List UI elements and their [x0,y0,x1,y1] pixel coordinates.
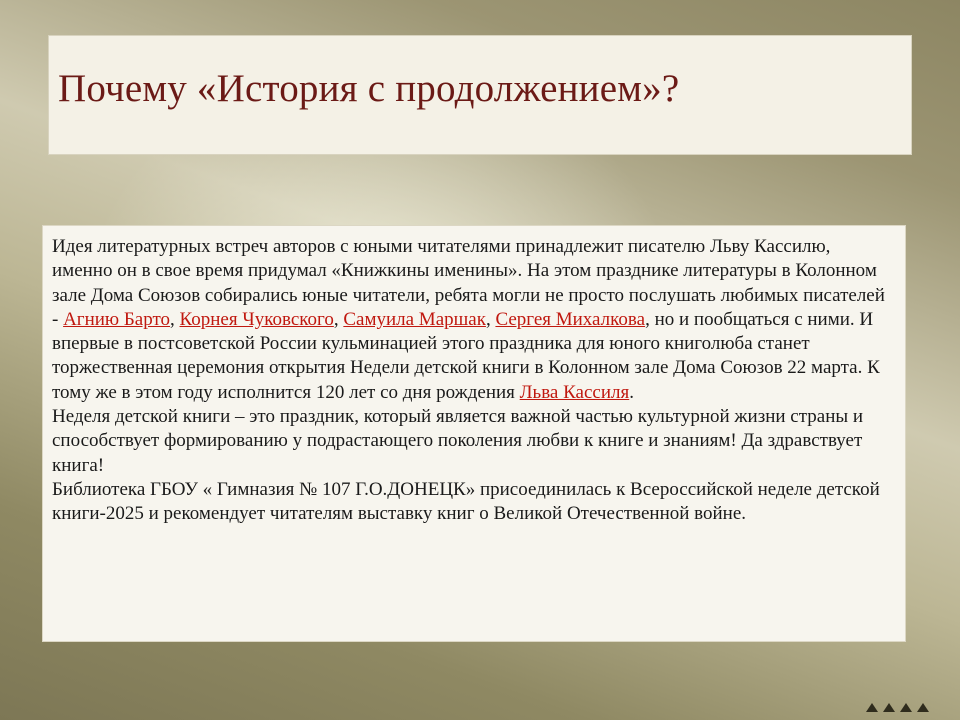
paragraph-library: Библиотека ГБОУ « Гимназия № 107 Г.О.ДОНЕЦК» присоединилась к Всероссийской неделе детской книги-2025 и рекомендует читателям выставку книг о Великой Отечественной войне. [52,478,880,525]
nav-triangle-icon[interactable] [866,703,878,712]
link-sergey-mikhalkov[interactable]: Сергея Михалкова [495,308,646,330]
link-samuil-marshak[interactable]: Самуила Маршак [343,308,486,330]
intro-sep-1: , [170,308,180,330]
paragraph-week: Неделя детской книги – это праздник, который является важной частью культурной жизни страны и способствует формированию у подрастающего поколения любви к книге и знаниям! Да здравствует книга! [52,406,864,476]
intro-text-2: , но и пообщаться с ними. И впервые в постсоветской России кульминацией этого праздника для юного книголюба станет торжественная церемония открытия Недели детской книги в Колонном зале Дома Союзов 22 марта. К тому же в этом году исполнится 120 лет со дня рождения [52,308,880,403]
intro-text-1: Идея литературных встреч авторов с юными читателями принадлежит писателю Льву Кассилю, именно он в свое время придумал «Книжкины именины». На этом празднике литературы в Колонном зале Дома Союзов собирались юные читатели, ребята могли не просто послушать любимых писателей - [52,236,885,330]
intro-sep-2: , [333,308,344,330]
link-agniya-barto[interactable]: Агнию Барто [63,308,171,330]
slide-title: Почему «История с продолжением»? [58,67,680,110]
content-panel [42,225,906,642]
nav-triangle-icon[interactable] [917,703,929,712]
paragraph-intro [52,235,893,405]
nav-triangle-icon[interactable] [900,703,912,712]
intro-sep-3: , [485,308,496,330]
link-lev-kassil[interactable]: Льва Кассиля [519,381,630,403]
nav-triangle-icon[interactable] [883,703,895,712]
intro-end: . [629,381,634,403]
link-korney-chukovsky[interactable]: Корнея Чуковского [179,308,334,330]
